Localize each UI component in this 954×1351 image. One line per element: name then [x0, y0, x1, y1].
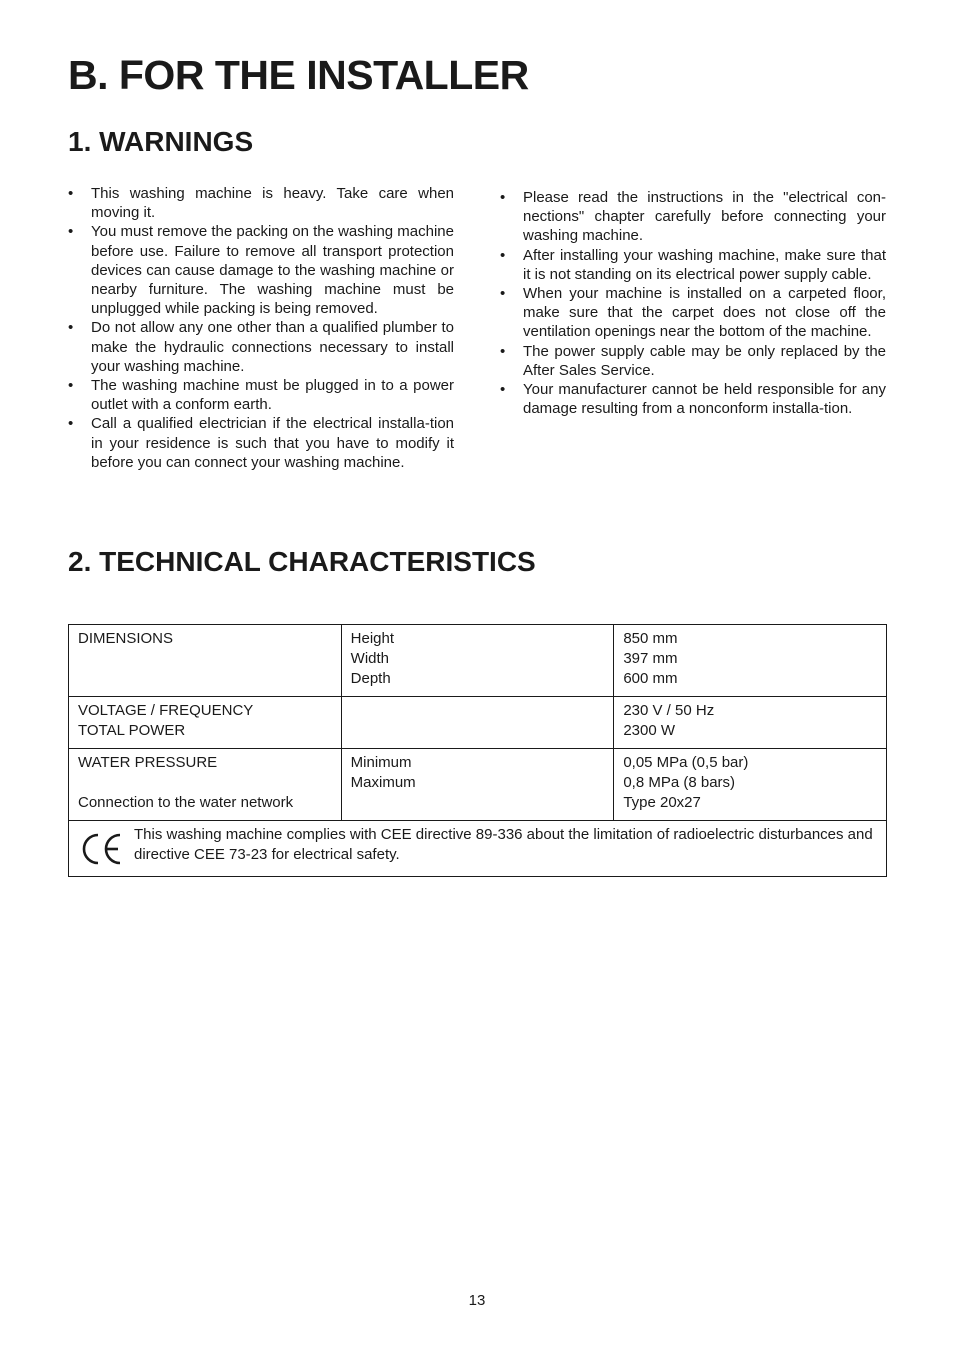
- spec-line: 2300 W: [623, 722, 676, 739]
- warning-item: • When your machine is installed on a carpeted floor, make sure that the carpet does not close off the ventilation openings near the bottom of the machine.: [500, 284, 886, 342]
- table-row: [69, 697, 887, 749]
- spec-sub-cell: [341, 697, 614, 749]
- spec-line: VOLTAGE / FREQUENCY: [78, 702, 254, 719]
- page-title: B. FOR THE INSTALLER: [68, 52, 529, 98]
- spec-line: [78, 773, 332, 793]
- page-number: 13: [468, 1292, 486, 1309]
- spec-sub-cell: [341, 749, 614, 821]
- spec-line: 850 mm: [623, 630, 678, 647]
- spec-sub-cell: [341, 625, 614, 697]
- ce-mark-icon: [78, 829, 124, 869]
- compliance-text: This washing machine complies with CEE directive 89-336 about the limitation of radioelectric disturbances and directive CEE 73-23 for electrical safety.: [134, 826, 873, 863]
- spec-line: 600 mm: [623, 670, 678, 687]
- spec-line: 0,8 MPa (8 bars): [623, 774, 736, 791]
- spec-line: Type 20x27: [623, 794, 701, 811]
- spec-value-cell: [614, 749, 887, 821]
- spec-line: TOTAL POWER: [78, 722, 186, 739]
- technical-table-body: [69, 625, 887, 877]
- spec-line: Width: [350, 650, 389, 667]
- warning-item: • You must remove the packing on the washing machine before use. Failure to remove all transport protection devices can cause damage to the washing machine or nearby furniture. The washing machine must be unplugged while packing is being removed.: [68, 222, 454, 318]
- warning-item: • After installing your washing machine, make sure that it is not standing on its electrical power supply cable.: [500, 246, 886, 284]
- spec-line: DIMENSIONS: [78, 630, 174, 647]
- compliance-row: [69, 821, 887, 877]
- table-row: [69, 749, 887, 821]
- spec-line: WATER PRESSURE: [78, 754, 218, 771]
- warnings-list-right: [500, 188, 886, 418]
- warning-item: • Please read the instructions in the "electrical con-nections" chapter carefully before connecting your washing machine.: [500, 188, 886, 246]
- spec-line: 0,05 MPa (0,5 bar): [623, 754, 749, 771]
- warning-item: • Do not allow any one other than a qualified plumber to make the hydraulic connections necessary to install your washing machine.: [68, 318, 454, 376]
- spec-line: Minimum: [350, 754, 412, 771]
- warning-item: • Call a qualified electrician if the electrical installa-tion in your residence is such that you have to modify it before you can connect your washing machine.: [68, 414, 454, 472]
- spec-label-cell: [69, 625, 342, 697]
- spec-label-cell: [69, 749, 342, 821]
- spec-line: 230 V / 50 Hz: [623, 702, 715, 719]
- warnings-heading: 1. WARNINGS: [68, 126, 254, 157]
- spec-line: Maximum: [350, 774, 416, 791]
- compliance-content: [78, 825, 877, 869]
- spec-line: Connection to the water network: [78, 794, 294, 811]
- spec-label-cell: [69, 697, 342, 749]
- spec-line: Height: [350, 630, 395, 647]
- warning-item: • The washing machine must be plugged in to a power outlet with a conform earth.: [68, 376, 454, 414]
- spec-value-cell: [614, 625, 887, 697]
- table-row: [69, 625, 887, 697]
- warning-item: • Your manufacturer cannot be held responsible for any damage resulting from a nonconform installa-tion.: [500, 380, 886, 418]
- spec-value-cell: [614, 697, 887, 749]
- warning-item: • The power supply cable may be only replaced by the After Sales Service.: [500, 342, 886, 380]
- compliance-cell: [69, 821, 887, 877]
- technical-table: [68, 624, 887, 877]
- spec-line: Depth: [350, 670, 391, 687]
- spec-line: 397 mm: [623, 650, 678, 667]
- technical-heading: 2. TECHNICAL CHARACTERISTICS: [68, 546, 536, 577]
- warnings-list-left: [68, 184, 454, 472]
- warning-item: • This washing machine is heavy. Take care when moving it.: [68, 184, 454, 222]
